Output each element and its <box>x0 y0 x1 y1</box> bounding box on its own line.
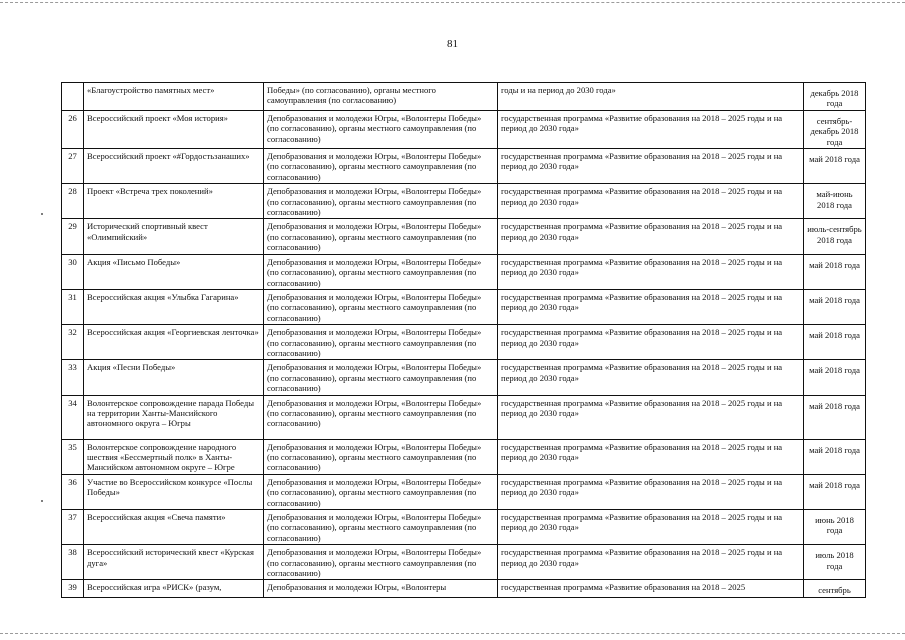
row-number-cell <box>62 219 84 254</box>
table-row <box>62 580 866 597</box>
event-executors-cell <box>264 360 498 395</box>
funding-source-cell <box>498 395 804 439</box>
row-number: 26 <box>68 112 77 123</box>
funding-source-cell <box>498 254 804 289</box>
event-term: сентябрь <box>818 585 851 596</box>
funding-source: государственная программа «Развитие образования на 2018 – 2025 годы и на период до 2030 года» <box>501 291 783 313</box>
event-executors-cell <box>264 184 498 219</box>
event-term-cell <box>804 325 866 360</box>
row-number: 38 <box>68 547 77 558</box>
event-term-cell <box>804 149 866 184</box>
funding-source: государственная программа «Развитие образования на 2018 – 2025 годы и на период до 2030 года» <box>501 362 783 383</box>
table-row <box>62 325 866 360</box>
event-executors: Депобразования и молодежи Югры, «Волонтеры Победы» (по согласованию), органы местного самоуправления (по согласованию) <box>267 291 482 323</box>
funding-source-cell <box>498 184 804 219</box>
funding-source: государственная программа «Развитие образования на 2018 – 2025 годы и на период до 2030 года» <box>501 256 783 278</box>
event-title-cell <box>84 83 264 111</box>
event-title: Исторический спортивный квест «Олимпийский» <box>87 221 208 242</box>
row-number: 36 <box>68 476 77 487</box>
event-term-cell <box>804 219 866 254</box>
event-term: май 2018 года <box>809 365 860 376</box>
event-executors-cell <box>264 219 498 254</box>
event-title: Всероссийская акция «Свеча памяти» <box>87 512 226 522</box>
event-title: Волонтерское сопровождение парада Победы на территории Ханты-Мансийского автономного округа – Югры <box>87 397 255 429</box>
event-term: май 2018 года <box>809 154 860 165</box>
event-executors: Депобразования и молодежи Югры, «Волонтеры Победы» (по согласованию), органы местного самоуправления (по согласованию) <box>267 256 482 288</box>
row-number-cell <box>62 474 84 509</box>
table-row <box>62 184 866 219</box>
event-executors-cell <box>264 439 498 474</box>
table-row <box>62 289 866 324</box>
row-number-cell <box>62 360 84 395</box>
event-term: май-июнь 2018 года <box>816 189 853 210</box>
event-title: «Благоустройство памятных мест» <box>87 85 215 95</box>
funding-source-cell <box>498 580 804 597</box>
events-table <box>61 82 866 598</box>
event-title-cell <box>84 580 264 597</box>
event-term: май 2018 года <box>809 259 860 270</box>
funding-source-cell <box>498 83 804 111</box>
row-number: 31 <box>68 291 77 302</box>
event-term: май 2018 года <box>809 330 860 341</box>
row-number-cell <box>62 289 84 324</box>
event-term-cell <box>804 395 866 439</box>
event-executors: Депобразования и молодежи Югры, «Волонтеры Победы» (по согласованию), органы местного самоуправления (по согласованию) <box>267 186 482 218</box>
event-title-cell <box>84 360 264 395</box>
event-title-cell <box>84 325 264 360</box>
event-executors-cell <box>264 149 498 184</box>
funding-source-cell <box>498 110 804 148</box>
event-title-cell <box>84 439 264 474</box>
event-executors: Депобразования и молодежи Югры, «Волонтеры Победы» (по согласованию), органы местного самоуправления (по согласованию) <box>267 397 482 429</box>
row-number: 28 <box>68 186 77 197</box>
event-title-cell <box>84 545 264 580</box>
row-number-cell <box>62 510 84 545</box>
row-number-cell <box>62 254 84 289</box>
event-title-cell <box>84 184 264 219</box>
event-term: июль-сентябрь 2018 года <box>807 224 862 245</box>
row-number-cell <box>62 545 84 580</box>
event-term-cell <box>804 580 866 597</box>
event-term-cell <box>804 545 866 580</box>
event-term: июнь 2018 года <box>815 515 854 536</box>
row-number-cell <box>62 439 84 474</box>
event-executors-cell <box>264 325 498 360</box>
event-title-cell <box>84 395 264 439</box>
event-title-cell <box>84 474 264 509</box>
event-executors: Победы» (по согласованию), органы местного самоуправления (по согласованию) <box>267 85 436 106</box>
event-term: май 2018 года <box>809 400 860 411</box>
event-title-cell <box>84 254 264 289</box>
event-executors: Депобразования и молодежи Югры, «Волонтеры Победы» (по согласованию), органы местного самоуправления (по согласованию) <box>267 221 482 253</box>
table-row <box>62 110 866 148</box>
row-number-cell <box>62 580 84 597</box>
event-executors: Депобразования и молодежи Югры, «Волонтеры Победы» (по согласованию), органы местного самоуправления (по согласованию) <box>267 327 482 358</box>
table-row <box>62 474 866 509</box>
row-number-cell <box>62 184 84 219</box>
funding-source: государственная программа «Развитие образования на 2018 – 2025 годы и на период до 2030 года» <box>501 476 783 498</box>
funding-source: государственная программа «Развитие образования на 2018 – 2025 годы и на период до 2030 года» <box>501 327 783 348</box>
scan-speck <box>41 500 43 502</box>
event-term-cell <box>804 254 866 289</box>
row-number-cell <box>62 110 84 148</box>
table-row <box>62 545 866 580</box>
funding-source-cell <box>498 510 804 545</box>
event-title: Всероссийский проект «#Гордостьзанаших» <box>87 151 250 162</box>
event-term: декабрь 2018 года <box>810 88 859 109</box>
event-executors: Депобразования и молодежи Югры, «Волонтеры Победы» (по согласованию), органы местного самоуправления (по согласованию) <box>267 547 482 579</box>
table-row <box>62 439 866 474</box>
row-number: 35 <box>68 441 77 452</box>
funding-source: государственная программа «Развитие образования на 2018 – 2025 годы и на период до 2030 года» <box>501 151 783 172</box>
funding-source-cell <box>498 439 804 474</box>
event-title-cell <box>84 219 264 254</box>
event-title: Всероссийская акция «Георгиевская ленточка» <box>87 327 259 338</box>
row-number-cell <box>62 149 84 184</box>
event-executors: Депобразования и молодежи Югры, «Волонтеры Победы» (по согласованию), органы местного самоуправления (по согласованию) <box>267 512 482 543</box>
funding-source-cell <box>498 360 804 395</box>
funding-source: государственная программа «Развитие образования на 2018 – 2025 годы и на период до 2030 года» <box>501 441 783 462</box>
event-title-cell <box>84 289 264 324</box>
funding-source-cell <box>498 219 804 254</box>
event-term-cell <box>804 289 866 324</box>
event-title: Всероссийский исторический квест «Курская дуга» <box>87 547 254 568</box>
row-number: 30 <box>68 256 77 267</box>
funding-source-cell <box>498 325 804 360</box>
row-number-cell <box>62 395 84 439</box>
table-row <box>62 395 866 439</box>
event-title: Проект «Встреча трех поколений» <box>87 186 213 197</box>
funding-source-cell <box>498 474 804 509</box>
funding-source: государственная программа «Развитие образования на 2018 – 2025 <box>501 582 746 593</box>
event-title: Всероссийский проект «Моя история» <box>87 112 228 123</box>
event-executors: Депобразования и молодежи Югры, «Волонтеры Победы» (по согласованию), органы местного самоуправления (по согласованию) <box>267 151 482 182</box>
event-term-cell <box>804 83 866 111</box>
event-executors: Депобразования и молодежи Югры, «Волонтеры <box>267 582 447 593</box>
row-number: 27 <box>68 151 77 162</box>
table-row <box>62 83 866 111</box>
row-number-cell <box>62 83 84 111</box>
event-title: Всероссийская игра «РИСК» (разум, <box>87 582 222 593</box>
row-number: 32 <box>68 327 77 338</box>
event-executors-cell <box>264 254 498 289</box>
event-executors-cell <box>264 545 498 580</box>
funding-source: годы и на период до 2030 года» <box>501 85 616 95</box>
event-term: сентябрь-декабрь 2018 года <box>810 115 859 147</box>
table-row <box>62 149 866 184</box>
funding-source-cell <box>498 545 804 580</box>
row-number: 33 <box>68 362 77 373</box>
scan-edge-bottom <box>0 633 905 635</box>
funding-source-cell <box>498 289 804 324</box>
event-term-cell <box>804 510 866 545</box>
row-number: 39 <box>68 582 77 593</box>
row-number: 34 <box>68 397 77 408</box>
funding-source: государственная программа «Развитие образования на 2018 – 2025 годы и на период до 2030 года» <box>501 397 783 418</box>
event-term: май 2018 года <box>809 479 860 490</box>
event-executors: Депобразования и молодежи Югры, «Волонтеры Победы» (по согласованию), органы местного самоуправления (по согласованию) <box>267 476 482 508</box>
event-title-cell <box>84 149 264 184</box>
event-executors-cell <box>264 289 498 324</box>
event-title: Акция «Письмо Победы» <box>87 256 181 267</box>
event-title-cell <box>84 510 264 545</box>
event-executors: Депобразования и молодежи Югры, «Волонтеры Победы» (по согласованию), органы местного самоуправления (по согласованию) <box>267 112 482 144</box>
funding-source-cell <box>498 149 804 184</box>
event-term-cell <box>804 474 866 509</box>
event-executors-cell <box>264 510 498 545</box>
scan-edge-top <box>0 2 905 4</box>
funding-source: государственная программа «Развитие образования на 2018 – 2025 годы и на период до 2030 года» <box>501 221 783 242</box>
event-executors-cell <box>264 83 498 111</box>
event-executors-cell <box>264 580 498 597</box>
funding-source: государственная программа «Развитие образования на 2018 – 2025 годы и на период до 2030 года» <box>501 512 783 533</box>
table-row <box>62 360 866 395</box>
funding-source: государственная программа «Развитие образования на 2018 – 2025 годы и на период до 2030 года» <box>501 112 783 134</box>
scan-speck <box>41 213 43 215</box>
event-term-cell <box>804 360 866 395</box>
table-row <box>62 219 866 254</box>
event-term: июль 2018 года <box>815 550 854 571</box>
event-executors-cell <box>264 474 498 509</box>
event-term: май 2018 года <box>809 294 860 305</box>
table-row <box>62 510 866 545</box>
event-term-cell <box>804 184 866 219</box>
row-number-cell <box>62 325 84 360</box>
table-row <box>62 254 866 289</box>
event-term-cell <box>804 439 866 474</box>
page-number: 81 <box>447 38 458 50</box>
event-executors: Депобразования и молодежи Югры, «Волонтеры Победы» (по согласованию), органы местного самоуправления (по согласованию) <box>267 362 482 394</box>
event-term-cell <box>804 110 866 148</box>
event-term: май 2018 года <box>809 444 860 455</box>
event-executors: Депобразования и молодежи Югры, «Волонтеры Победы» (по согласованию), органы местного самоуправления (по согласованию) <box>267 441 482 473</box>
event-executors-cell <box>264 395 498 439</box>
funding-source: государственная программа «Развитие образования на 2018 – 2025 годы и на период до 2030 года» <box>501 186 783 207</box>
event-title-cell <box>84 110 264 148</box>
row-number: 37 <box>68 512 77 522</box>
event-executors-cell <box>264 110 498 148</box>
funding-source: государственная программа «Развитие образования на 2018 – 2025 годы и на период до 2030 года» <box>501 547 783 568</box>
event-title: Акция «Песни Победы» <box>87 362 176 373</box>
event-title: Волонтерское сопровождение народного шествия «Бессмертный полк» в Ханты-Мансийском автономном округе – Югре <box>87 441 237 473</box>
row-number: 29 <box>68 221 77 232</box>
event-title: Участие во Всероссийском конкурсе «Послы Победы» <box>87 476 253 498</box>
event-title: Всероссийская акция «Улыбка Гагарина» <box>87 291 239 302</box>
